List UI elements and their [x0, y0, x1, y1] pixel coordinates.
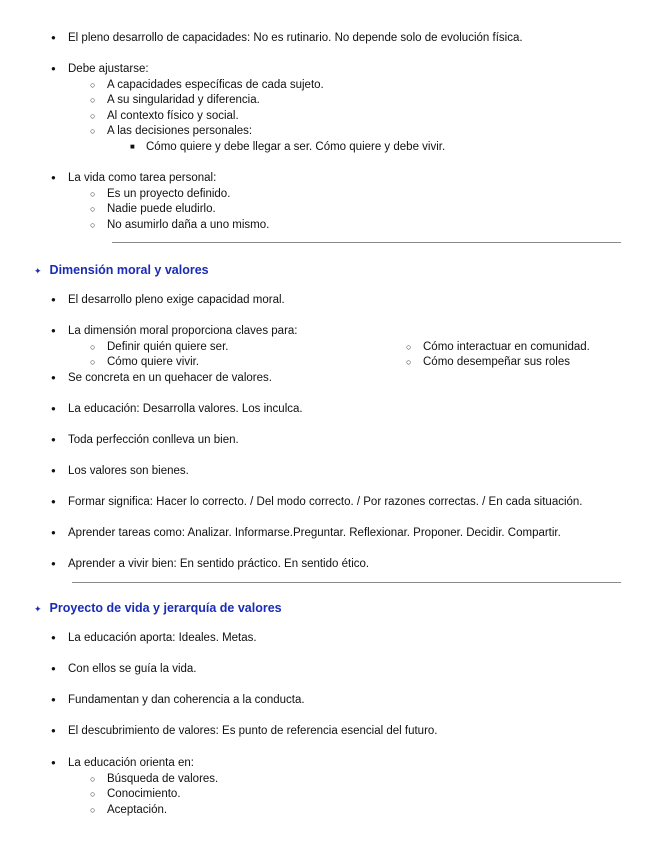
section-heading — [34, 600, 282, 617]
sub-list-item: ○ Aceptación. — [107, 803, 167, 817]
list-item: ● La vida como tarea personal: — [68, 171, 216, 185]
sub-list-item: ○ Cómo desempeñar sus roles — [423, 355, 570, 369]
sub-list-item: ○ A su singularidad y diferencia. — [107, 93, 260, 107]
horizontal-divider — [112, 242, 621, 243]
sub-list-item: ○ No asumirlo daña a uno mismo. — [107, 218, 269, 232]
list-item: ● Con ellos se guía la vida. — [68, 662, 197, 676]
list-item: ● La educación aporta: Ideales. Metas. — [68, 631, 257, 645]
sub-sub-list-item: ■ Cómo quiere y debe llegar a ser. Cómo quiere y debe vivir. — [146, 140, 445, 154]
list-item: ● Aprender tareas como: Analizar. Informarse.Preguntar. Reflexionar. Proponer. Decidir. Compartir. — [68, 526, 561, 540]
section-heading-text: Dimensión moral y valores — [49, 263, 209, 277]
sub-list-item: ○ A capacidades específicas de cada sujeto. — [107, 78, 324, 92]
section-heading — [34, 262, 209, 279]
list-item: ● La educación orienta en: — [68, 756, 194, 770]
sub-list-item: ○ Cómo interactuar en comunidad. — [423, 340, 590, 354]
sub-list-item: ○ Búsqueda de valores. — [107, 772, 218, 786]
list-item: ● La dimensión moral proporciona claves para: — [68, 324, 297, 338]
sub-list-item: ○ Al contexto físico y social. — [107, 109, 239, 123]
sub-list-item: ○ A las decisiones personales: — [107, 124, 252, 138]
sub-list-item: ○ Es un proyecto definido. — [107, 187, 230, 201]
diamond-marker-icon: ✦ — [34, 266, 42, 276]
diamond-marker-icon: ✦ — [34, 604, 42, 614]
list-item: ● El descubrimiento de valores: Es punto de referencia esencial del futuro. — [68, 724, 438, 738]
sub-list-item: ○ Definir quién quiere ser. — [107, 340, 228, 354]
list-item: ● Fundamentan y dan coherencia a la conducta. — [68, 693, 305, 707]
list-item: ● El desarrollo pleno exige capacidad moral. — [68, 293, 285, 307]
sub-list-item: ○ Nadie puede eludirlo. — [107, 202, 216, 216]
list-item: ● Se concreta en un quehacer de valores. — [68, 371, 272, 385]
list-item: ● El pleno desarrollo de capacidades: No es rutinario. No depende solo de evolución física. — [68, 31, 523, 45]
section-heading-text: Proyecto de vida y jerarquía de valores — [49, 601, 282, 615]
sub-list-item: ○ Conocimiento. — [107, 787, 181, 801]
horizontal-divider — [72, 582, 621, 583]
list-item: ● Toda perfección conlleva un bien. — [68, 433, 239, 447]
list-item: ● Los valores son bienes. — [68, 464, 189, 478]
list-item: ● La educación: Desarrolla valores. Los inculca. — [68, 402, 303, 416]
sub-list-item: ○ Cómo quiere vivir. — [107, 355, 199, 369]
list-item: ● Aprender a vivir bien: En sentido práctico. En sentido ético. — [68, 557, 369, 571]
list-item: ● Debe ajustarse: — [68, 62, 149, 76]
list-item: ● Formar significa: Hacer lo correcto. / Del modo correcto. / Por razones correctas. / En cada situación. — [68, 495, 583, 509]
